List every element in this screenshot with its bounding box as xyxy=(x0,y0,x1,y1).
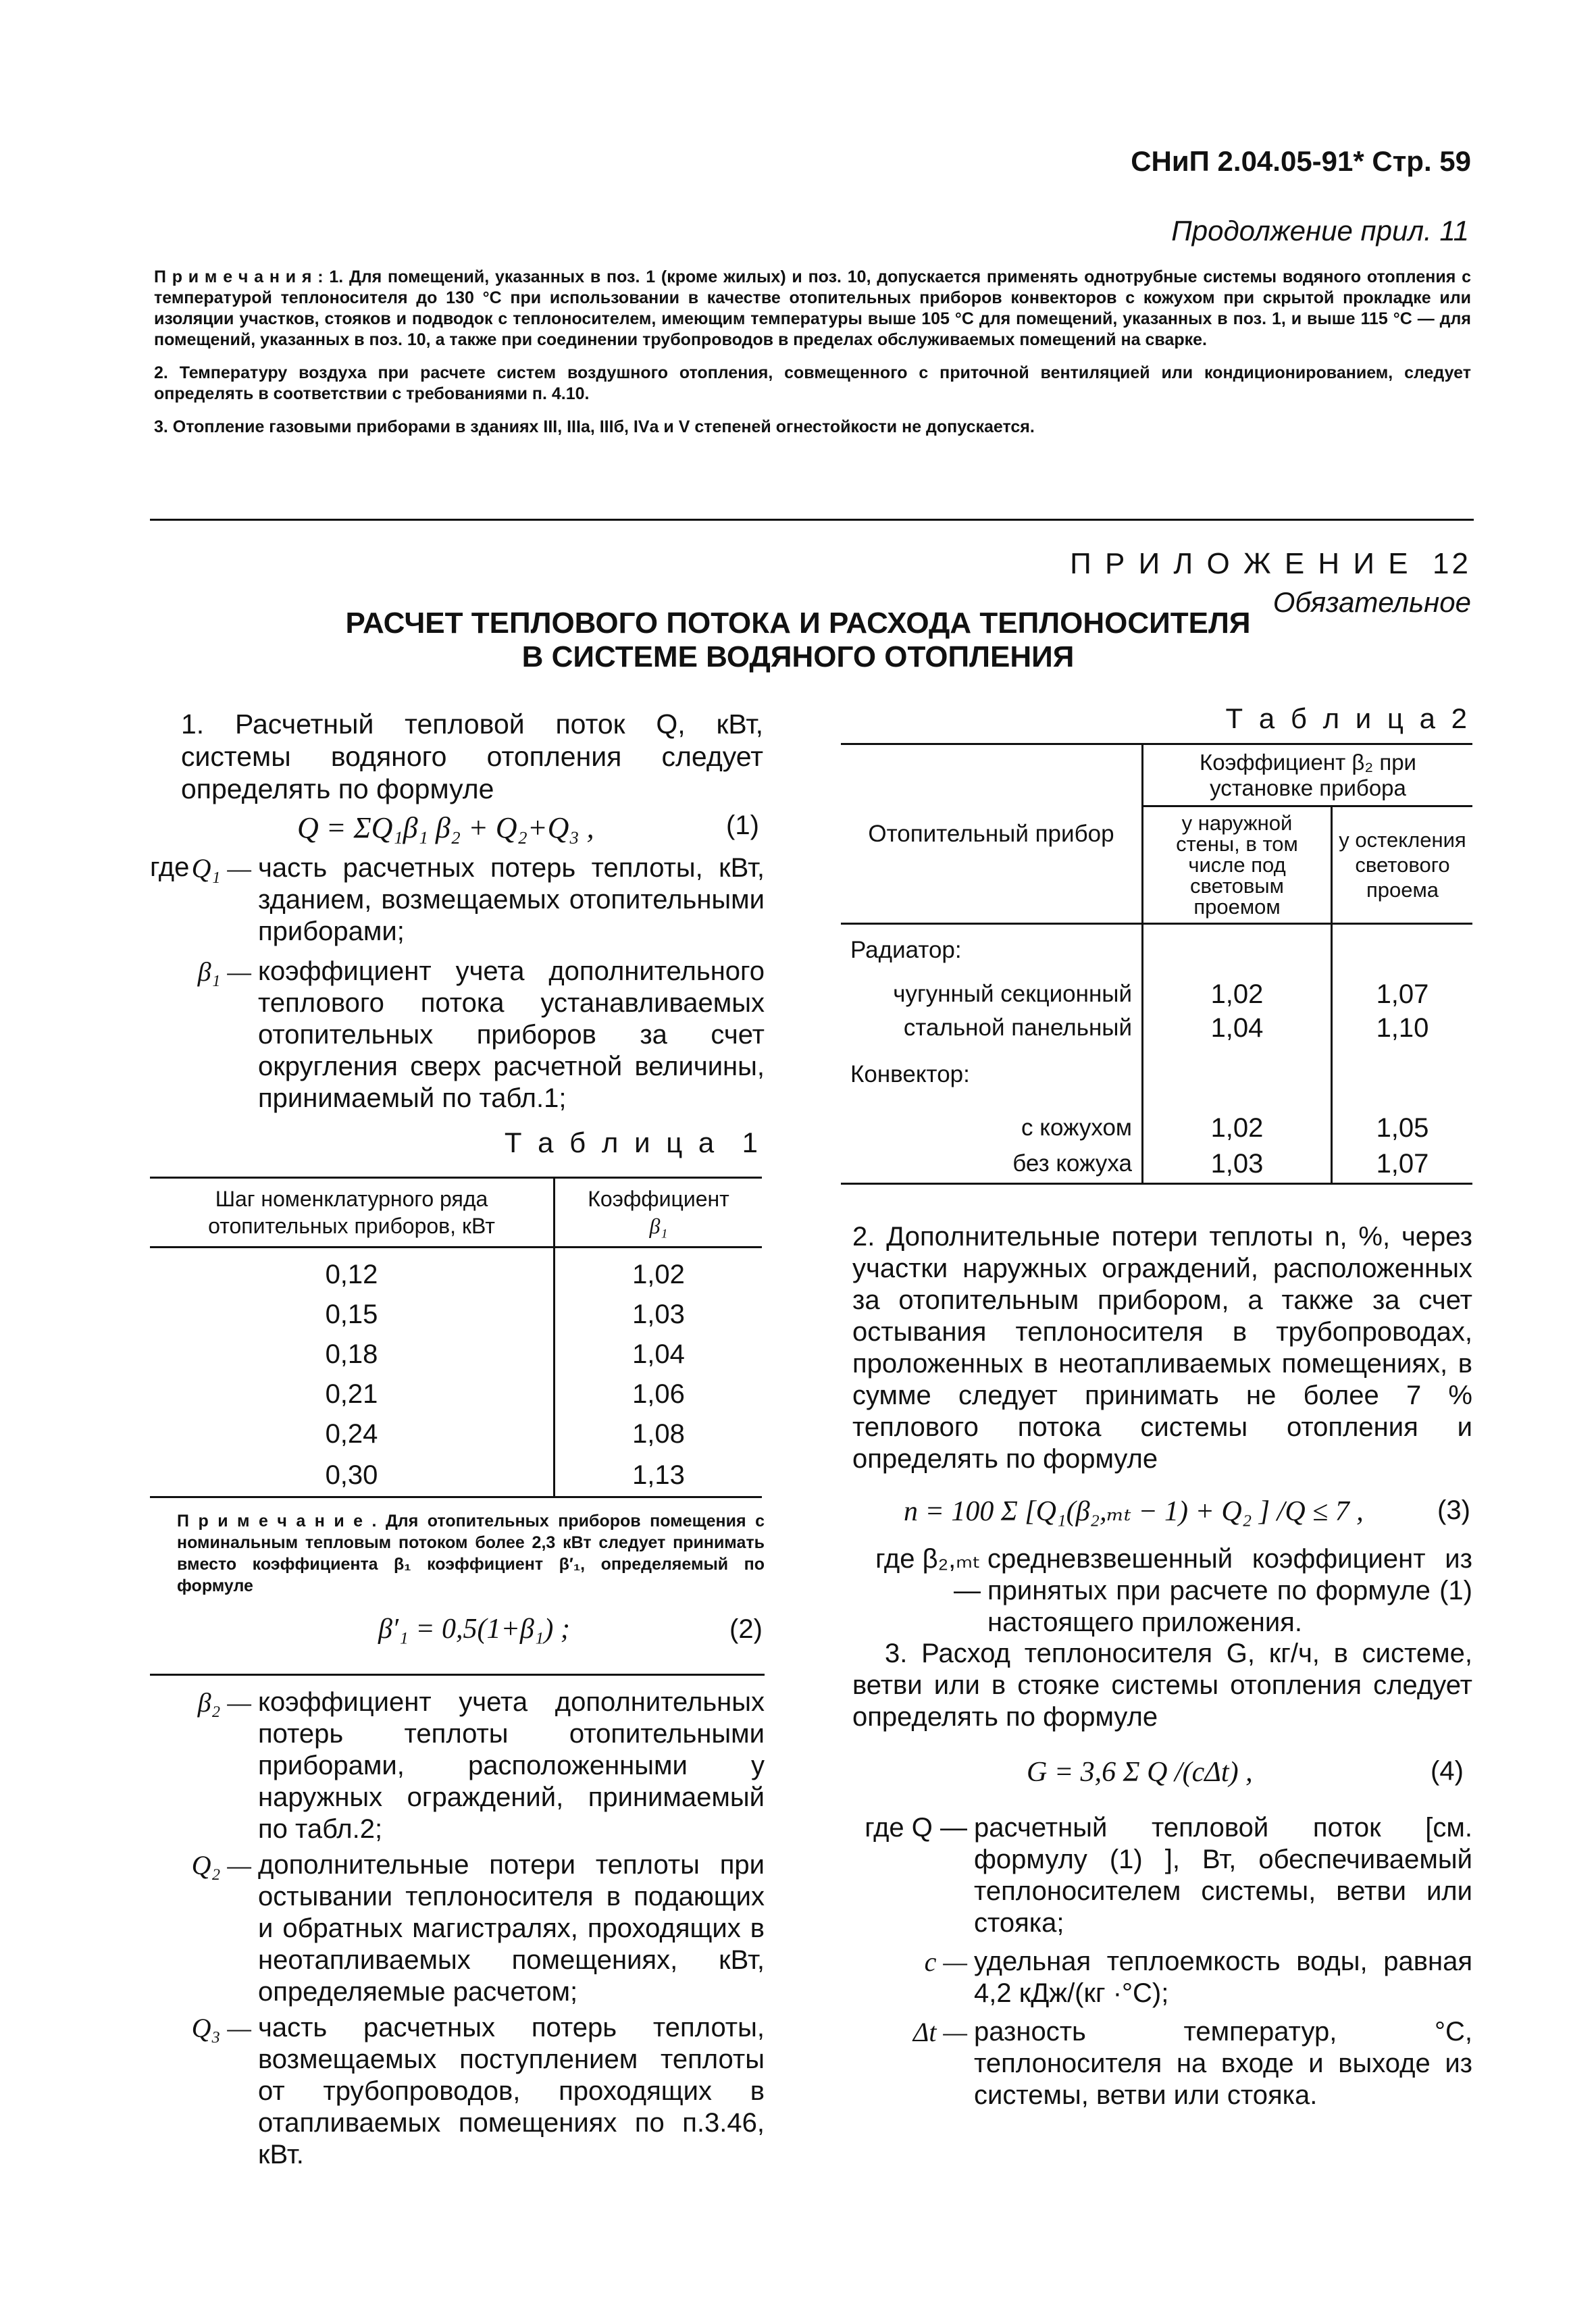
right-paragraph-2 xyxy=(852,1221,1472,1475)
table-2-header-outer-wall: у наружной стены, в том числе под световым проемом xyxy=(1143,806,1332,924)
formula-3: n = 100 Σ [Q₁(β₂,ₘₜ − 1) + Q₂ ] /Q ≤ 7 , xyxy=(904,1496,1364,1527)
appendix-status: Обязательное xyxy=(1272,586,1471,618)
table-2 xyxy=(841,743,1472,1185)
definition-c: c — удельная теплоемкость воды, равная 4,2 кДж/(кг ·°С); xyxy=(924,1947,1472,2008)
formula-4-number: (4) xyxy=(1431,1756,1464,1786)
left-paragraph-1 xyxy=(181,708,763,805)
table-row: стальной панельный 1,04 1,10 xyxy=(841,1011,1472,1045)
definition-beta2mt: где β₂,ₘₜ — средневзвешенный коэффициент из принятых при расчете по формуле (1) настоящего приложения. xyxy=(875,1544,1472,1637)
definitions-b xyxy=(150,1687,765,2171)
table-row: 0,12 1,02 xyxy=(150,1248,762,1295)
table-row: 0,24 1,08 xyxy=(150,1414,762,1454)
table-1-header-coef: Коэффициент β₁ xyxy=(588,1187,729,1238)
table-row: 0,15 1,03 xyxy=(150,1295,762,1335)
table-row: без кожуха 1,03 1,07 xyxy=(841,1145,1472,1184)
definitions-a xyxy=(150,852,765,1114)
formula-1: Q = ΣQ₁β₁ β₂ + Q₂+Q₃ , xyxy=(297,811,594,844)
continuation-label: Продолжение прил. 11 xyxy=(1171,215,1469,247)
table-row: чугунный секционный 1,02 1,07 xyxy=(841,977,1472,1011)
table-row: 0,18 1,04 xyxy=(150,1335,762,1374)
table-row: с кожухом 1,02 1,05 xyxy=(841,1111,1472,1145)
formula-4: G = 3,6 Σ Q /(cΔt) , xyxy=(1027,1757,1253,1788)
formula-2: β′₁ = 0,5(1+β₁) ; xyxy=(378,1614,570,1645)
top-note-1: П р и м е ч а н и я : 1. Для помещений, указанных в поз. 1 (кроме жилых) и поз. 10, допускается применять однотрубные системы водяного отопления с температурой теплоносителя до 130 °С при использовании в качестве отопительных приборов конвекторов с кожухом при скрытой прокладке или изоляции участков, стояков и подводок с теплоносителем, имеющим температуры выше 105 °С для помещений, указанных в поз. 1, и выше 115 °С — для помещений, указанных в поз. 10, а также при соединении трубопроводов в пределах обслуживаемых помещений на сварке. xyxy=(154,267,1471,349)
top-notes xyxy=(154,267,1471,438)
table-row: 0,21 1,06 xyxy=(150,1374,762,1414)
definition-q3: Q₃ — часть расчетных потерь теплоты, возмещаемых поступлением теплоты от трубопроводов, проходящих в отапливаемых помещениях по п.3.46, кВт. xyxy=(191,2013,765,2169)
top-note-3: 3. Отопление газовыми приборами в зданиях III, IIIa, IIIб, IVа и V степеней огнестойкости не допускается. xyxy=(154,417,1035,436)
formula-2-number: (2) xyxy=(729,1614,763,1644)
table-1 xyxy=(150,1177,762,1498)
definition-beta1: β₁ — коэффициент учета дополнительного теплового потока устанавливаемых отопительных приборов за счет округления сверх расчетной величины, принимаемый по табл.1; xyxy=(197,956,765,1113)
formula-3-number: (3) xyxy=(1437,1495,1470,1525)
appendix-label: П Р И Л О Ж Е Н И Е 12 xyxy=(1070,547,1471,580)
definition-q: где Q — расчетный тепловой поток [см. формулу (1) ], Вт, обеспечиваемый теплоносителем системы, ветви или стояка; xyxy=(865,1813,1472,1938)
appendix-title-line-2: В СИСТЕМЕ ВОДЯНОГО ОТОПЛЕНИЯ xyxy=(521,640,1075,673)
appendix-title xyxy=(0,607,1596,674)
definition-q2: Q₂ — дополнительные потери теплоты при остывании теплоносителя в подающих и обратных магистралях, проходящих в неотапливаемых помещениях, кВт, определяемые расчетом; xyxy=(191,1850,765,2007)
formula-1-number: (1) xyxy=(726,811,759,840)
table-1-header-step: Шаг номенклатурного ряда отопительных приборов, кВт xyxy=(150,1178,555,1248)
right-paragraph-2-text: 2. Дополнительные потери теплоты n, %, через участки наружных ограждений, расположенных за отопительным прибором, а также за счет остывания теплоносителя в трубопроводах, проложенных в неотапливаемых помещениях, в сумме следует принимать не более 7 % теплового потока системы отопления и определять по формуле xyxy=(852,1222,1472,1474)
divider xyxy=(150,519,1474,521)
right-paragraph-3 xyxy=(852,1638,1472,1733)
table-2-header-coef: Коэффициент β₂ при установке прибора xyxy=(1143,744,1473,806)
appendix-title-line-1: РАСЧЕТ ТЕПЛОВОГО ПОТОКА И РАСХОДА ТЕПЛОНОСИТЕЛЯ xyxy=(345,607,1251,640)
table-2-header-glazing: у остекления светового проема xyxy=(1339,828,1466,902)
table-1-note: П р и м е ч а н и е . Для отопительных приборов помещения с номинальным тепловым потоком более 2,3 кВт следует принимать вместо коэффициента β₁ коэффициент β′₁, определяемый по формуле xyxy=(177,1512,765,1595)
where-label: где xyxy=(150,852,190,882)
page-header-ref: СНиП 2.04.05-91* Стр. 59 xyxy=(1131,145,1471,177)
table-1-caption: Т а б л и ц а 1 xyxy=(504,1127,762,1158)
definition-q1: Q₁ — часть расчетных потерь теплоты, кВт, зданием, возмещаемых отопительными приборами; xyxy=(191,853,765,946)
definitions-4 xyxy=(852,1812,1472,2111)
table-row: Радиатор: xyxy=(841,924,1472,978)
table-2-caption: Т а б л и ц а 2 xyxy=(1225,702,1471,734)
note-divider xyxy=(150,1674,765,1676)
definition-beta2: β₂ — коэффициент учета дополнительных потерь теплоты отопительными приборами, расположенными у наружных ограждений, принимаемый по табл.2; xyxy=(197,1687,765,1844)
table-2-header-device: Отопительный прибор xyxy=(841,744,1143,924)
left-paragraph-1-text: 1. Расчетный тепловой поток Q, кВт, системы водяного отопления следует определять по формуле xyxy=(181,709,763,804)
table-row: 0,30 1,13 xyxy=(150,1454,762,1497)
table-row: Конвектор: xyxy=(841,1045,1472,1111)
definition-delta-t: Δt — разность температур, °С, теплоносителя на входе и выходе из системы, ветви или стояка. xyxy=(912,2017,1472,2110)
top-note-2: 2. Температуру воздуха при расчете систем воздушного отопления, совмещенного с приточной вентиляцией или кондиционированием, следует определять в соответствии с требованиями п. 4.10. xyxy=(154,363,1471,403)
right-paragraph-3-text: 3. Расход теплоносителя G, кг/ч, в системе, ветви или в стояке системы отопления следует определять по формуле xyxy=(852,1639,1472,1732)
